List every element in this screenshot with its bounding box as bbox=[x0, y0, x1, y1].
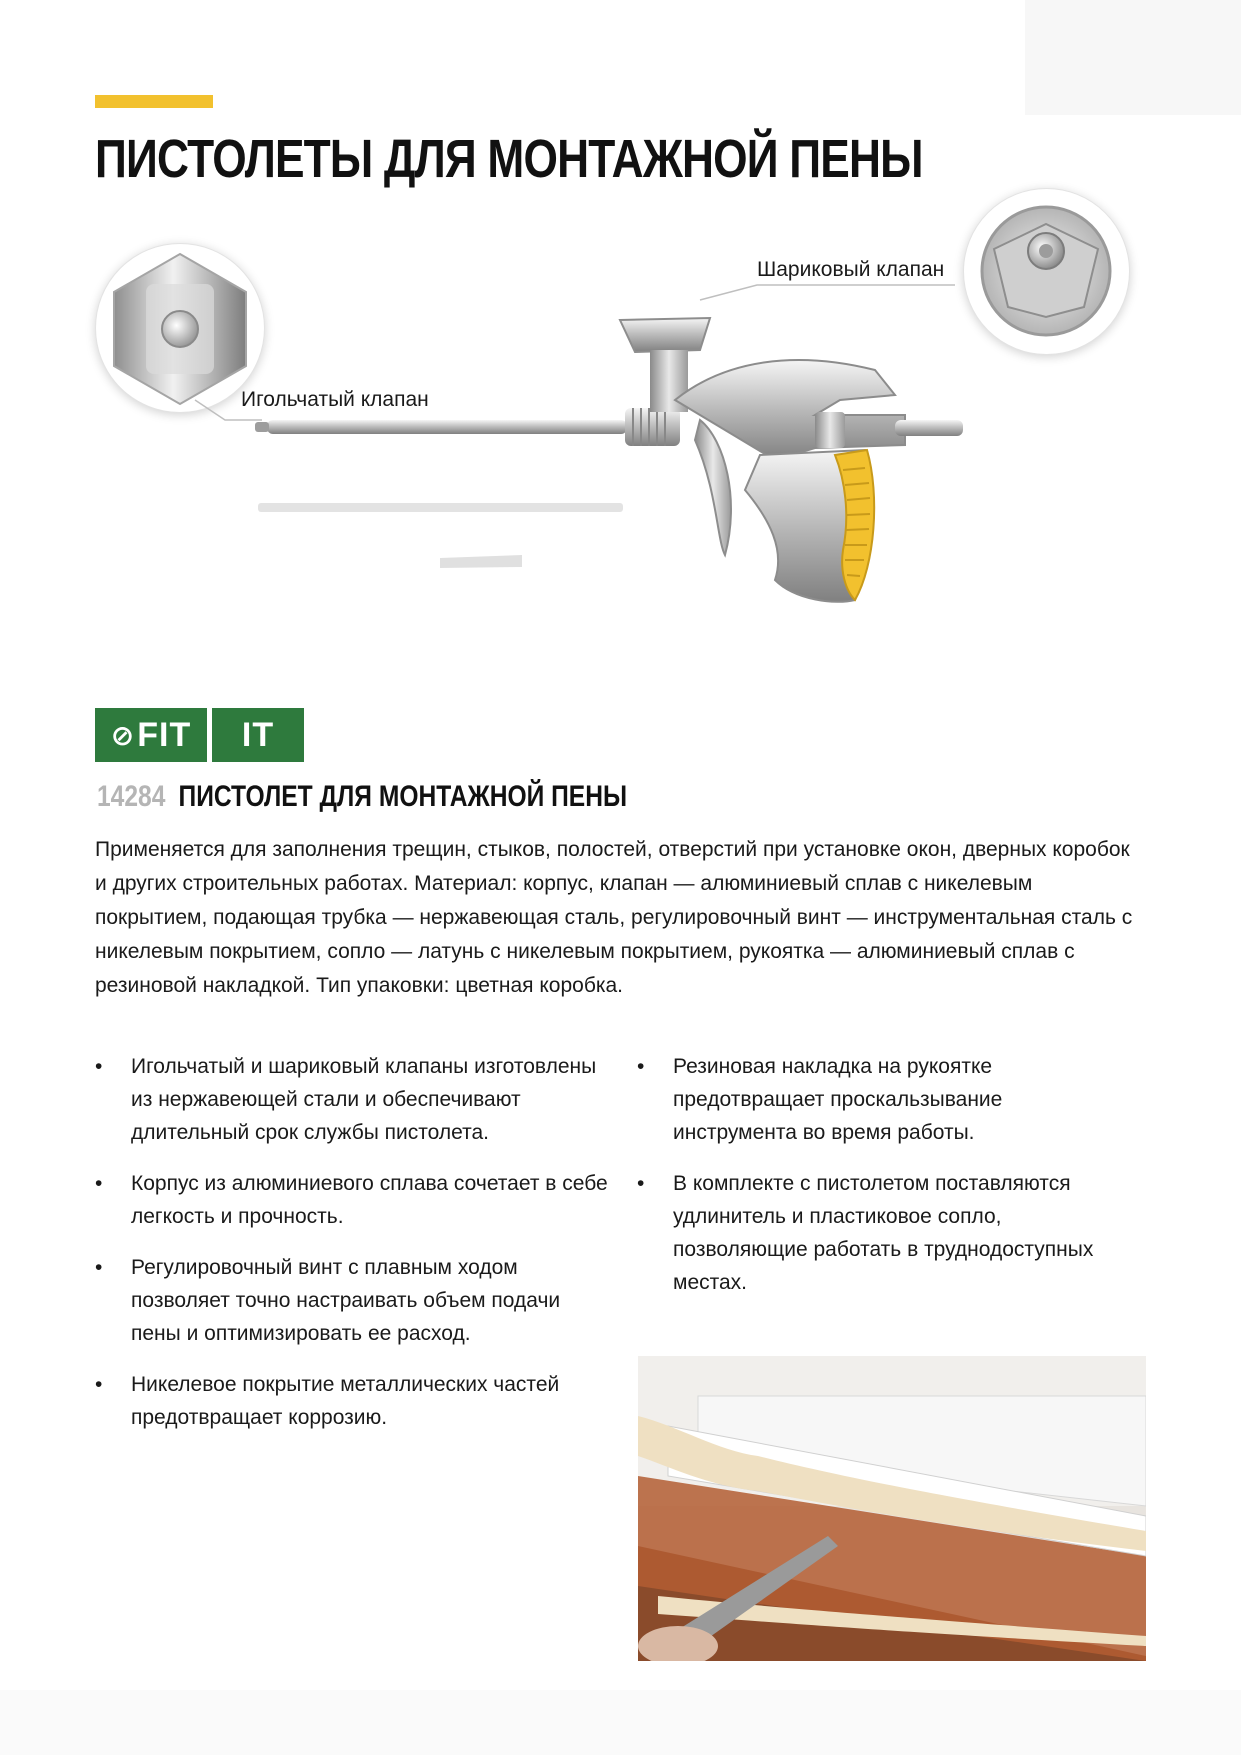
foam-gun-illustration bbox=[255, 300, 975, 670]
feature-item: • Никелевое покрытие металлических частей предотвращает коррозию. bbox=[95, 1368, 615, 1434]
feature-item: • В комплекте с пистолетом поставляются удлинитель и пластиковое сопло, позволяющие работать в труднодоступных местах. bbox=[637, 1167, 1117, 1299]
fit-logo-text: FIT bbox=[137, 715, 192, 754]
page-title: ПИСТОЛЕТЫ ДЛЯ МОНТАЖНОЙ ПЕНЫ bbox=[95, 129, 923, 189]
ball-valve-label: Шариковый клапан bbox=[757, 258, 945, 281]
product-description: Применяется для заполнения трещин, стыков, полостей, отверстий при установке окон, дверных коробок и других строительных работах. Материал: корпус, клапан — алюминиевый сплав с никелевым покрытием, подающая трубка — нержавеющая сталь, регулировочный винт — инструментальная сталь с никелевым покрытием, сопло — латунь с никелевым покрытием, рукоятка — алюминиевый сплав с резиновой накладкой. Тип упаковки: цветная коробка. bbox=[95, 838, 1133, 997]
brand-logos bbox=[95, 708, 304, 763]
product-name: ПИСТОЛЕТ ДЛЯ МОНТАЖНОЙ ПЕНЫ bbox=[178, 780, 628, 813]
it-logo: IT bbox=[212, 708, 304, 762]
bottom-shade bbox=[0, 1690, 1241, 1755]
feature-item: • Игольчатый и шариковый клапаны изготовлены из нержавеющей стали и обеспечивают длительный срок службы пистолета. bbox=[95, 1050, 615, 1149]
needle-valve-label: Игольчатый клапан bbox=[241, 388, 429, 411]
features-list-left bbox=[95, 1050, 615, 1452]
fit-logo-glyph: ⊘ bbox=[110, 719, 136, 751]
feature-item: • Резиновая накладка на рукоятке предотвращает проскальзывание инструмента во время работы. bbox=[637, 1050, 1117, 1149]
features-list-right bbox=[637, 1050, 1117, 1317]
feature-item: • Корпус из алюминиевого сплава сочетает в себе легкость и прочность. bbox=[95, 1167, 615, 1233]
product-heading bbox=[97, 780, 627, 814]
usage-photo bbox=[638, 1356, 1146, 1661]
fit-logo bbox=[95, 708, 207, 762]
product-sku: 14284 bbox=[97, 780, 166, 813]
feature-item: • Регулировочный винт с плавным ходом позволяет точно настраивать объем подачи пены и оптимизировать ее расход. bbox=[95, 1251, 615, 1350]
